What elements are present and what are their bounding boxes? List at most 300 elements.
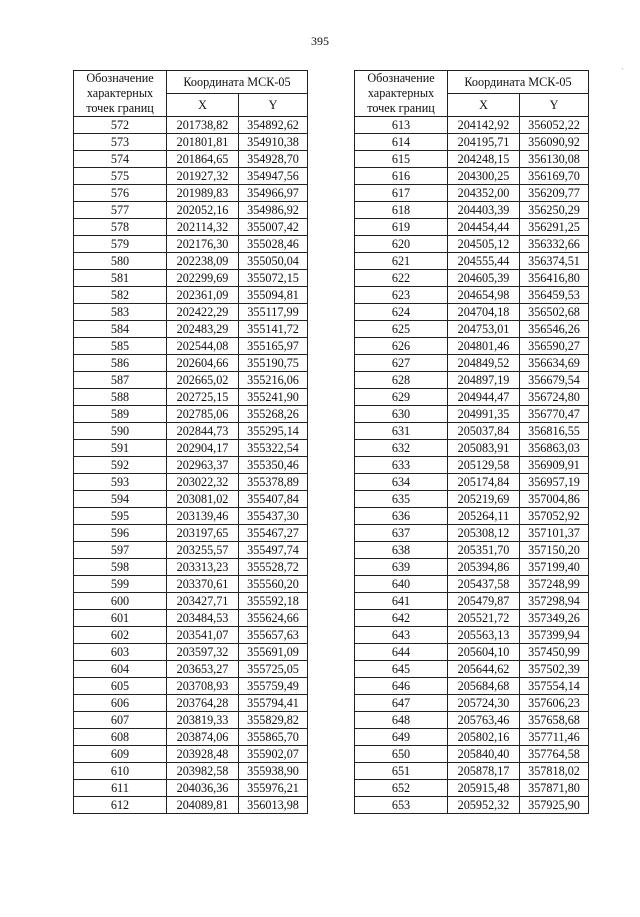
y-coordinate-cell: 356090,92: [520, 134, 589, 151]
table-row: [355, 168, 589, 185]
table-row: [355, 559, 589, 576]
point-id-cell: 593: [74, 474, 167, 491]
y-coordinate-cell: 355624,66: [239, 610, 308, 627]
x-coordinate-cell: 204300,25: [448, 168, 520, 185]
x-coordinate-cell: 202114,32: [167, 219, 239, 236]
y-coordinate-cell: 356816,55: [520, 423, 589, 440]
point-id-cell: 623: [355, 287, 448, 304]
x-coordinate-cell: 201989,83: [167, 185, 239, 202]
point-id-cell: 594: [74, 491, 167, 508]
y-coordinate-cell: 355190,75: [239, 355, 308, 372]
y-coordinate-cell: 355295,14: [239, 423, 308, 440]
x-coordinate-cell: 203928,48: [167, 746, 239, 763]
point-id-cell: 599: [74, 576, 167, 593]
table-row: [355, 763, 589, 780]
table-row: [355, 423, 589, 440]
point-id-cell: 598: [74, 559, 167, 576]
x-coordinate-cell: 203597,32: [167, 644, 239, 661]
point-id-cell: 641: [355, 593, 448, 610]
point-id-cell: 579: [74, 236, 167, 253]
table-row: [74, 644, 308, 661]
y-coordinate-cell: 355592,18: [239, 593, 308, 610]
y-coordinate-cell: 357658,68: [520, 712, 589, 729]
y-coordinate-cell: 356679,54: [520, 372, 589, 389]
y-coordinate-cell: 356634,69: [520, 355, 589, 372]
point-id-cell: 574: [74, 151, 167, 168]
x-coordinate-cell: 205129,58: [448, 457, 520, 474]
point-id-cell: 600: [74, 593, 167, 610]
x-coordinate-cell: 204654,98: [448, 287, 520, 304]
table-row: [355, 576, 589, 593]
point-id-cell: 632: [355, 440, 448, 457]
point-id-cell: 648: [355, 712, 448, 729]
point-id-cell: 583: [74, 304, 167, 321]
x-coordinate-cell: 204142,92: [448, 117, 520, 134]
point-id-cell: 591: [74, 440, 167, 457]
table-row: [74, 695, 308, 712]
x-coordinate-cell: 204036,36: [167, 780, 239, 797]
table-row: [74, 168, 308, 185]
point-id-cell: 584: [74, 321, 167, 338]
y-coordinate-cell: 355467,27: [239, 525, 308, 542]
x-coordinate-cell: 202904,17: [167, 440, 239, 457]
table-row: [74, 236, 308, 253]
y-coordinate-cell: 357150,20: [520, 542, 589, 559]
y-coordinate-cell: 355759,49: [239, 678, 308, 695]
x-coordinate-cell: 202422,29: [167, 304, 239, 321]
x-coordinate-cell: 202604,66: [167, 355, 239, 372]
header-x: X: [167, 94, 239, 117]
y-coordinate-cell: 357450,99: [520, 644, 589, 661]
point-id-cell: 576: [74, 185, 167, 202]
point-id-cell: 640: [355, 576, 448, 593]
point-id-cell: 586: [74, 355, 167, 372]
x-coordinate-cell: 205878,17: [448, 763, 520, 780]
x-coordinate-cell: 205840,40: [448, 746, 520, 763]
point-id-cell: 582: [74, 287, 167, 304]
table-row: [355, 627, 589, 644]
x-coordinate-cell: 203819,33: [167, 712, 239, 729]
x-coordinate-cell: 203653,27: [167, 661, 239, 678]
x-coordinate-cell: 201864,65: [167, 151, 239, 168]
point-id-cell: 578: [74, 219, 167, 236]
y-coordinate-cell: 355050,04: [239, 253, 308, 270]
point-id-cell: 619: [355, 219, 448, 236]
table-row: [74, 372, 308, 389]
table-row: [74, 661, 308, 678]
x-coordinate-cell: 203427,71: [167, 593, 239, 610]
table-row: [74, 525, 308, 542]
table-row: [355, 287, 589, 304]
y-coordinate-cell: 354986,92: [239, 202, 308, 219]
x-coordinate-cell: 205521,72: [448, 610, 520, 627]
table-row: [74, 355, 308, 372]
table-row: [74, 780, 308, 797]
table-row: [74, 763, 308, 780]
table-row: [74, 627, 308, 644]
x-coordinate-cell: 204352,00: [448, 185, 520, 202]
y-coordinate-cell: 357554,14: [520, 678, 589, 695]
table-row: [355, 712, 589, 729]
x-coordinate-cell: 205264,11: [448, 508, 520, 525]
point-id-cell: 625: [355, 321, 448, 338]
point-id-cell: 616: [355, 168, 448, 185]
table-row: [355, 610, 589, 627]
table-row: [74, 559, 308, 576]
y-coordinate-cell: 356169,70: [520, 168, 589, 185]
x-coordinate-cell: 201801,81: [167, 134, 239, 151]
x-coordinate-cell: 204991,35: [448, 406, 520, 423]
point-id-cell: 581: [74, 270, 167, 287]
x-coordinate-cell: 205351,70: [448, 542, 520, 559]
table-row: [355, 661, 589, 678]
y-coordinate-cell: 355216,06: [239, 372, 308, 389]
table-row: [74, 457, 308, 474]
x-coordinate-cell: 205915,48: [448, 780, 520, 797]
x-coordinate-cell: 203313,23: [167, 559, 239, 576]
x-coordinate-cell: 203139,46: [167, 508, 239, 525]
table-row: [355, 457, 589, 474]
y-coordinate-cell: 357199,40: [520, 559, 589, 576]
y-coordinate-cell: 354892,62: [239, 117, 308, 134]
x-coordinate-cell: 203081,02: [167, 491, 239, 508]
y-coordinate-cell: 355378,89: [239, 474, 308, 491]
x-coordinate-cell: 204704,18: [448, 304, 520, 321]
header-x: X: [448, 94, 520, 117]
y-coordinate-cell: 356250,29: [520, 202, 589, 219]
y-coordinate-cell: 355528,72: [239, 559, 308, 576]
x-coordinate-cell: 204454,44: [448, 219, 520, 236]
point-id-cell: 610: [74, 763, 167, 780]
point-id-cell: 628: [355, 372, 448, 389]
point-id-cell: 624: [355, 304, 448, 321]
y-coordinate-cell: 356332,66: [520, 236, 589, 253]
table-row: [355, 780, 589, 797]
point-id-cell: 650: [355, 746, 448, 763]
table-row: [355, 542, 589, 559]
y-coordinate-cell: 356546,26: [520, 321, 589, 338]
y-coordinate-cell: 357052,92: [520, 508, 589, 525]
point-id-cell: 612: [74, 797, 167, 814]
table-row: [355, 372, 589, 389]
y-coordinate-cell: 357349,26: [520, 610, 589, 627]
table-row: [355, 746, 589, 763]
y-coordinate-cell: 355976,21: [239, 780, 308, 797]
point-id-cell: 633: [355, 457, 448, 474]
y-coordinate-cell: 355829,82: [239, 712, 308, 729]
y-coordinate-cell: 356502,68: [520, 304, 589, 321]
point-id-cell: 606: [74, 695, 167, 712]
scan-mark: ·: [621, 65, 624, 74]
y-coordinate-cell: 357764,58: [520, 746, 589, 763]
table-row: [355, 644, 589, 661]
point-id-cell: 577: [74, 202, 167, 219]
table-row: [355, 321, 589, 338]
x-coordinate-cell: 203197,65: [167, 525, 239, 542]
table-row: [74, 151, 308, 168]
table-row: [355, 525, 589, 542]
header-point-label: Обозначение характерных точек границ: [355, 71, 448, 117]
y-coordinate-cell: 356013,98: [239, 797, 308, 814]
x-coordinate-cell: 203022,32: [167, 474, 239, 491]
point-id-cell: 644: [355, 644, 448, 661]
y-coordinate-cell: 357399,94: [520, 627, 589, 644]
table-row: [355, 253, 589, 270]
x-coordinate-cell: 202844,73: [167, 423, 239, 440]
point-id-cell: 647: [355, 695, 448, 712]
x-coordinate-cell: 204605,39: [448, 270, 520, 287]
point-id-cell: 646: [355, 678, 448, 695]
table-row: [355, 389, 589, 406]
header-y: Y: [520, 94, 589, 117]
point-id-cell: 585: [74, 338, 167, 355]
x-coordinate-cell: 202238,09: [167, 253, 239, 270]
table-row: [74, 440, 308, 457]
point-id-cell: 601: [74, 610, 167, 627]
x-coordinate-cell: 203982,58: [167, 763, 239, 780]
y-coordinate-cell: 355028,46: [239, 236, 308, 253]
y-coordinate-cell: 355497,74: [239, 542, 308, 559]
table-row: [74, 474, 308, 491]
point-id-cell: 611: [74, 780, 167, 797]
point-id-cell: 630: [355, 406, 448, 423]
x-coordinate-cell: 204505,12: [448, 236, 520, 253]
point-id-cell: 622: [355, 270, 448, 287]
y-coordinate-cell: 356724,80: [520, 389, 589, 406]
y-coordinate-cell: 356130,08: [520, 151, 589, 168]
x-coordinate-cell: 205394,86: [448, 559, 520, 576]
table-row: [355, 185, 589, 202]
point-id-cell: 631: [355, 423, 448, 440]
y-coordinate-cell: 357871,80: [520, 780, 589, 797]
point-id-cell: 621: [355, 253, 448, 270]
point-id-cell: 638: [355, 542, 448, 559]
table-row: [74, 712, 308, 729]
x-coordinate-cell: 203255,57: [167, 542, 239, 559]
y-coordinate-cell: 356459,53: [520, 287, 589, 304]
table-row: [74, 576, 308, 593]
point-id-cell: 653: [355, 797, 448, 814]
x-coordinate-cell: 205604,10: [448, 644, 520, 661]
table-row: [74, 542, 308, 559]
table-body-right: [355, 117, 589, 814]
x-coordinate-cell: 204248,15: [448, 151, 520, 168]
table-row: [355, 797, 589, 814]
x-coordinate-cell: 205308,12: [448, 525, 520, 542]
table-row: [74, 729, 308, 746]
point-id-cell: 651: [355, 763, 448, 780]
y-coordinate-cell: 355437,30: [239, 508, 308, 525]
y-coordinate-cell: 356863,03: [520, 440, 589, 457]
table-row: [74, 423, 308, 440]
table-row: [355, 236, 589, 253]
point-id-cell: 636: [355, 508, 448, 525]
point-id-cell: 634: [355, 474, 448, 491]
point-id-cell: 615: [355, 151, 448, 168]
y-coordinate-cell: 355657,63: [239, 627, 308, 644]
x-coordinate-cell: 204897,19: [448, 372, 520, 389]
x-coordinate-cell: 202963,37: [167, 457, 239, 474]
table-row: [74, 797, 308, 814]
table-body-left: [74, 117, 308, 814]
table-row: [355, 304, 589, 321]
x-coordinate-cell: 205563,13: [448, 627, 520, 644]
table-row: [355, 355, 589, 372]
x-coordinate-cell: 204195,71: [448, 134, 520, 151]
table-row: [74, 219, 308, 236]
point-id-cell: 607: [74, 712, 167, 729]
table-row: [74, 270, 308, 287]
y-coordinate-cell: 355165,97: [239, 338, 308, 355]
point-id-cell: 645: [355, 661, 448, 678]
y-coordinate-cell: 356374,51: [520, 253, 589, 270]
table-row: [74, 321, 308, 338]
table-row: [74, 610, 308, 627]
x-coordinate-cell: 202544,08: [167, 338, 239, 355]
y-coordinate-cell: 355691,09: [239, 644, 308, 661]
x-coordinate-cell: 204801,46: [448, 338, 520, 355]
x-coordinate-cell: 205802,16: [448, 729, 520, 746]
x-coordinate-cell: 202483,29: [167, 321, 239, 338]
point-id-cell: 639: [355, 559, 448, 576]
point-id-cell: 575: [74, 168, 167, 185]
y-coordinate-cell: 357818,02: [520, 763, 589, 780]
table-row: [74, 253, 308, 270]
x-coordinate-cell: 203708,93: [167, 678, 239, 695]
y-coordinate-cell: 354947,56: [239, 168, 308, 185]
y-coordinate-cell: 354966,97: [239, 185, 308, 202]
table-row: [355, 134, 589, 151]
table-row: [355, 729, 589, 746]
header-coordinate-group: Координата МСК-05: [167, 71, 308, 94]
x-coordinate-cell: 205763,46: [448, 712, 520, 729]
point-id-cell: 626: [355, 338, 448, 355]
point-id-cell: 573: [74, 134, 167, 151]
x-coordinate-cell: 203764,28: [167, 695, 239, 712]
table-row: [74, 678, 308, 695]
point-id-cell: 589: [74, 406, 167, 423]
table-row: [355, 202, 589, 219]
y-coordinate-cell: 357004,86: [520, 491, 589, 508]
point-id-cell: 603: [74, 644, 167, 661]
point-id-cell: 605: [74, 678, 167, 695]
y-coordinate-cell: 356909,91: [520, 457, 589, 474]
y-coordinate-cell: 357502,39: [520, 661, 589, 678]
y-coordinate-cell: 354928,70: [239, 151, 308, 168]
x-coordinate-cell: 204403,39: [448, 202, 520, 219]
x-coordinate-cell: 201927,32: [167, 168, 239, 185]
point-id-cell: 627: [355, 355, 448, 372]
point-id-cell: 608: [74, 729, 167, 746]
table-row: [74, 746, 308, 763]
table-row: [355, 406, 589, 423]
y-coordinate-cell: 355241,90: [239, 389, 308, 406]
y-coordinate-cell: 355117,99: [239, 304, 308, 321]
x-coordinate-cell: 205724,30: [448, 695, 520, 712]
point-id-cell: 642: [355, 610, 448, 627]
x-coordinate-cell: 205037,84: [448, 423, 520, 440]
y-coordinate-cell: 355938,90: [239, 763, 308, 780]
x-coordinate-cell: 202785,06: [167, 406, 239, 423]
point-id-cell: 604: [74, 661, 167, 678]
x-coordinate-cell: 205219,69: [448, 491, 520, 508]
x-coordinate-cell: 203541,07: [167, 627, 239, 644]
y-coordinate-cell: 355007,42: [239, 219, 308, 236]
point-id-cell: 643: [355, 627, 448, 644]
point-id-cell: 613: [355, 117, 448, 134]
x-coordinate-cell: 205174,84: [448, 474, 520, 491]
x-coordinate-cell: 203874,06: [167, 729, 239, 746]
table-row: [355, 338, 589, 355]
y-coordinate-cell: 357711,46: [520, 729, 589, 746]
y-coordinate-cell: 355268,26: [239, 406, 308, 423]
table-row: [355, 474, 589, 491]
y-coordinate-cell: 355902,07: [239, 746, 308, 763]
table-row: [74, 338, 308, 355]
table-row: [355, 117, 589, 134]
y-coordinate-cell: 356957,19: [520, 474, 589, 491]
x-coordinate-cell: 203370,61: [167, 576, 239, 593]
x-coordinate-cell: 202052,16: [167, 202, 239, 219]
y-coordinate-cell: 356416,80: [520, 270, 589, 287]
point-id-cell: 637: [355, 525, 448, 542]
table-row: [355, 491, 589, 508]
y-coordinate-cell: 357248,99: [520, 576, 589, 593]
y-coordinate-cell: 355094,81: [239, 287, 308, 304]
y-coordinate-cell: 355794,41: [239, 695, 308, 712]
point-id-cell: 620: [355, 236, 448, 253]
table-row: [74, 508, 308, 525]
point-id-cell: 580: [74, 253, 167, 270]
y-coordinate-cell: 356209,77: [520, 185, 589, 202]
page-number: 395: [311, 34, 329, 48]
y-coordinate-cell: 355322,54: [239, 440, 308, 457]
point-id-cell: 629: [355, 389, 448, 406]
x-coordinate-cell: 204753,01: [448, 321, 520, 338]
table-row: [355, 440, 589, 457]
y-coordinate-cell: 357925,90: [520, 797, 589, 814]
y-coordinate-cell: 357101,37: [520, 525, 589, 542]
x-coordinate-cell: 205479,87: [448, 593, 520, 610]
table-row: [74, 185, 308, 202]
y-coordinate-cell: 355560,20: [239, 576, 308, 593]
table-row: [74, 202, 308, 219]
point-id-cell: 597: [74, 542, 167, 559]
x-coordinate-cell: 203484,53: [167, 610, 239, 627]
table-row: [355, 270, 589, 287]
y-coordinate-cell: 357606,23: [520, 695, 589, 712]
y-coordinate-cell: 356052,22: [520, 117, 589, 134]
point-id-cell: 602: [74, 627, 167, 644]
point-id-cell: 614: [355, 134, 448, 151]
y-coordinate-cell: 355141,72: [239, 321, 308, 338]
x-coordinate-cell: 205083,91: [448, 440, 520, 457]
point-id-cell: 595: [74, 508, 167, 525]
point-id-cell: 592: [74, 457, 167, 474]
y-coordinate-cell: 355725,05: [239, 661, 308, 678]
y-coordinate-cell: 356770,47: [520, 406, 589, 423]
table-row: [74, 304, 308, 321]
table-row: [355, 695, 589, 712]
x-coordinate-cell: 204089,81: [167, 797, 239, 814]
y-coordinate-cell: 355865,70: [239, 729, 308, 746]
table-row: [74, 406, 308, 423]
point-id-cell: 649: [355, 729, 448, 746]
point-id-cell: 572: [74, 117, 167, 134]
x-coordinate-cell: 202361,09: [167, 287, 239, 304]
table-row: [355, 151, 589, 168]
y-coordinate-cell: 355350,46: [239, 457, 308, 474]
